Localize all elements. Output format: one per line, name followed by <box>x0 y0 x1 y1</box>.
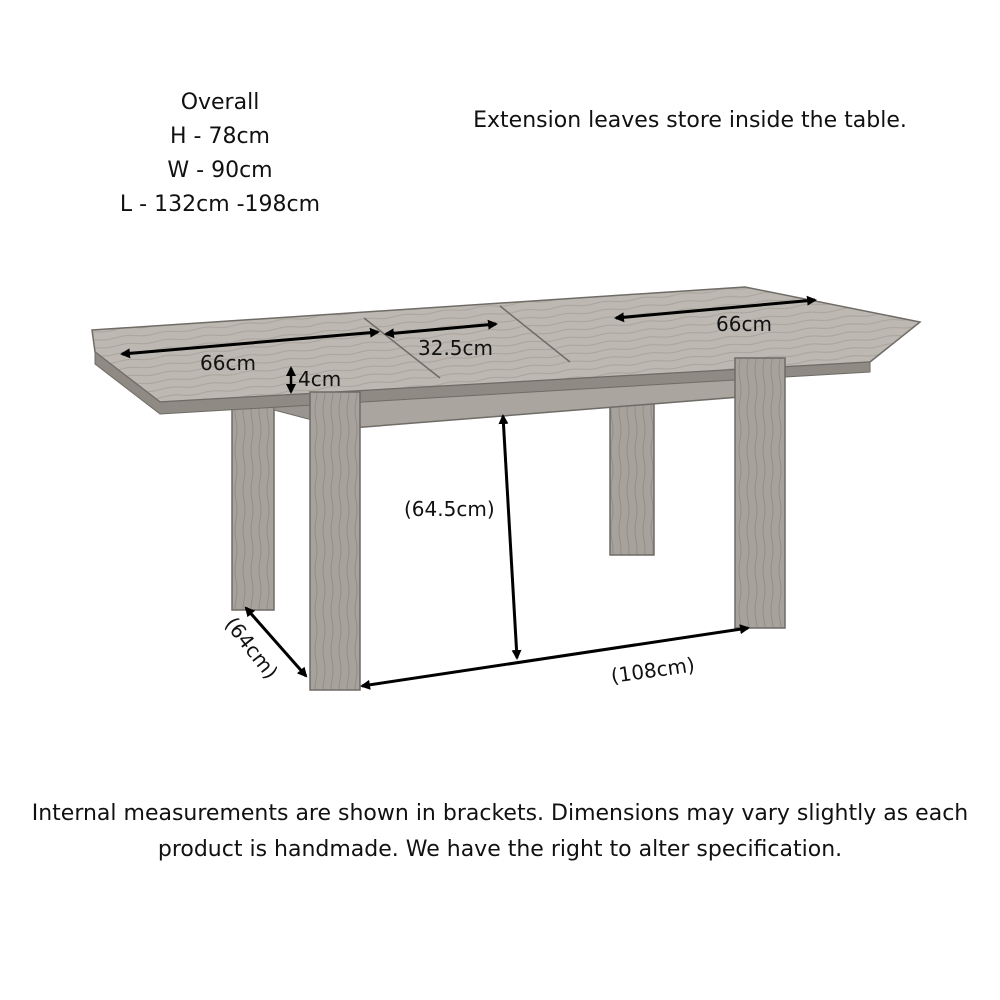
dim-label-top-thickness: 4cm <box>298 367 342 391</box>
overall-length: L - 132cm -198cm <box>119 192 321 217</box>
dim-label-internal-depth: (64cm) <box>220 612 284 684</box>
extension-note: Extension leaves store inside the table. <box>473 108 907 133</box>
leg-back-left <box>232 392 274 610</box>
dim-label-internal-length: (108cm) <box>609 652 697 688</box>
dim-line-internal-height <box>503 416 517 658</box>
leg-back-right <box>610 390 654 555</box>
leg-front-right <box>735 358 785 628</box>
overall-width: W - 90cm <box>167 158 273 183</box>
dim-label-leaf-left: 66cm <box>200 351 256 375</box>
footer-line-1: Internal measurements are shown in brackets. Dimensions may vary slightly as each <box>31 801 969 826</box>
overall-height: H - 78cm <box>170 124 270 149</box>
footer-line-2: product is handmade. We have the right to alter specification. <box>157 837 843 862</box>
overall-heading: Overall <box>180 90 260 115</box>
footer-note <box>0 796 1000 868</box>
dim-label-leaf-right: 66cm <box>716 312 772 336</box>
leg-front-left <box>310 392 360 690</box>
dim-label-internal-height: (64.5cm) <box>404 497 495 521</box>
dim-label-center-leaf: 32.5cm <box>418 336 494 360</box>
